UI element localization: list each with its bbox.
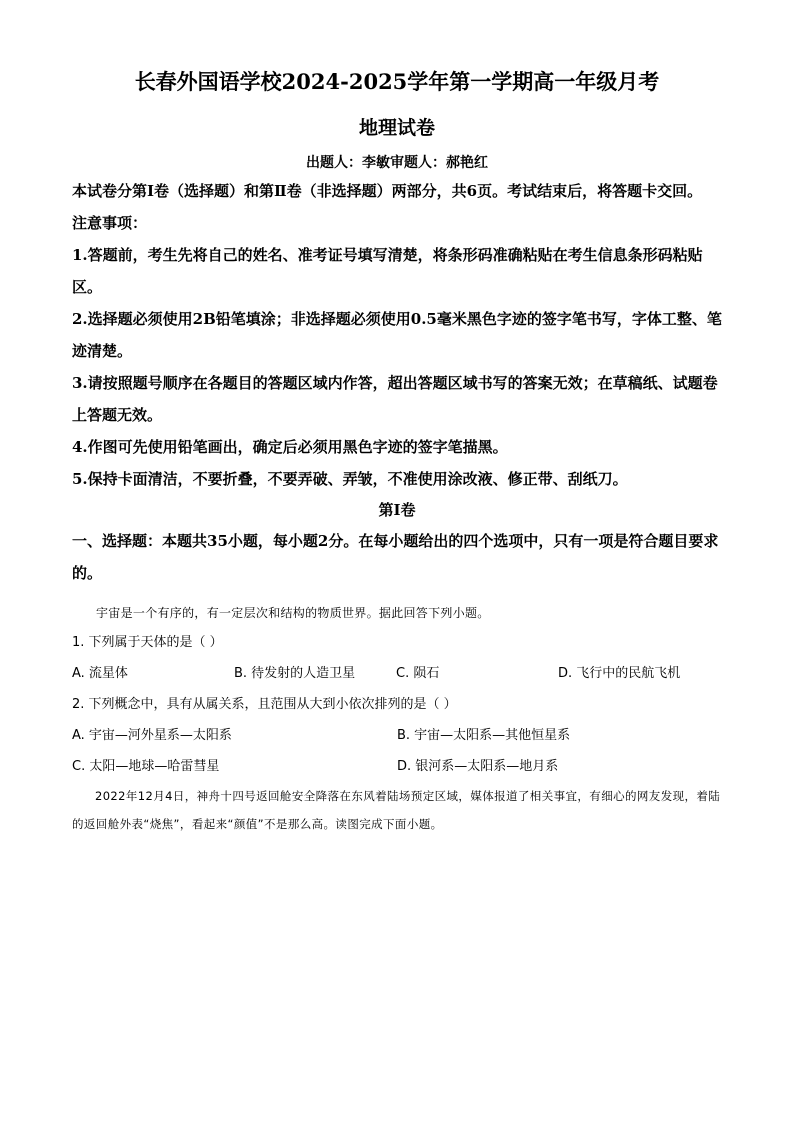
question-2-stem: 2. 下列概念中，具有从属关系，且范围从大到小依次排列的是（ ） — [72, 697, 457, 712]
section-heading: 第Ⅰ卷 — [378, 501, 416, 519]
subject-title: 地理试卷 — [358, 117, 435, 139]
option-a: A. 宇宙—河外星系—太阳系 — [72, 728, 232, 743]
question-1-stem: 1. 下列属于天体的是（ ） — [72, 635, 223, 650]
option-d: D. 银河系—太阳系—地月系 — [397, 759, 559, 774]
note-item: 1.答题前，考生先将自己的姓名、准考证号填写清楚，将条形码准确粘贴在考生信息条形码粘贴区。 — [72, 246, 703, 296]
note-item: 2.选择题必须使用2B铅笔填涂；非选择题必须使用0.5毫米黑色字迹的签字笔书写，字体工整、笔迹清楚。 — [72, 310, 722, 360]
option-b: B. 待发射的人造卫星 — [234, 666, 356, 681]
part-title: 一、选择题：本题共35小题，每小题2分。在每小题给出的四个选项中，只有一项是符合题目要求的。 — [72, 532, 719, 582]
note-item: 4.作图可先使用铅笔画出，确定后必须用黑色字迹的签字笔描黑。 — [72, 438, 508, 456]
question-2-options — [72, 720, 722, 782]
question-1-options — [72, 658, 722, 689]
group2-passage: 2022年12月4日，神舟十四号返回舱安全降落在东风着陆场预定区域，媒体报道了相关事宜，有细心的网友发现，着陆的返回舱外表“烧焦”，看起来“颜值”不是那么高。读图完成下面小题。 — [72, 789, 721, 831]
option-b: B. 宇宙—太阳系—其他恒星系 — [397, 728, 571, 743]
option-d: D. 飞行中的民航飞机 — [558, 666, 681, 681]
option-c: C. 陨石 — [396, 666, 440, 681]
instructions-intro: 本试卷分第Ⅰ卷（选择题）和第Ⅱ卷（非选择题）两部分，共6页。考试结束后，将答题卡交回。 — [72, 182, 703, 200]
group1-intro: 宇宙是一个有序的，有一定层次和结构的物质世界。据此回答下列小题。 — [96, 606, 490, 620]
authors-line: 出题人：李敏审题人：郝艳红 — [306, 155, 488, 171]
note-item: 5.保持卡面清洁，不要折叠，不要弄破、弄皱，不准使用涂改液、修正带、刮纸刀。 — [72, 470, 628, 488]
exam-title: 长春外国语学校2024-2025学年第一学期高一年级月考 — [134, 69, 660, 94]
notes-heading: 注意事项： — [72, 214, 148, 232]
option-c: C. 太阳—地球—哈雷彗星 — [72, 759, 220, 774]
option-a: A. 流星体 — [72, 666, 128, 681]
note-item: 3.请按照题号顺序在各题目的答题区域内作答，超出答题区域书写的答案无效；在草稿纸、试题卷上答题无效。 — [72, 374, 718, 424]
